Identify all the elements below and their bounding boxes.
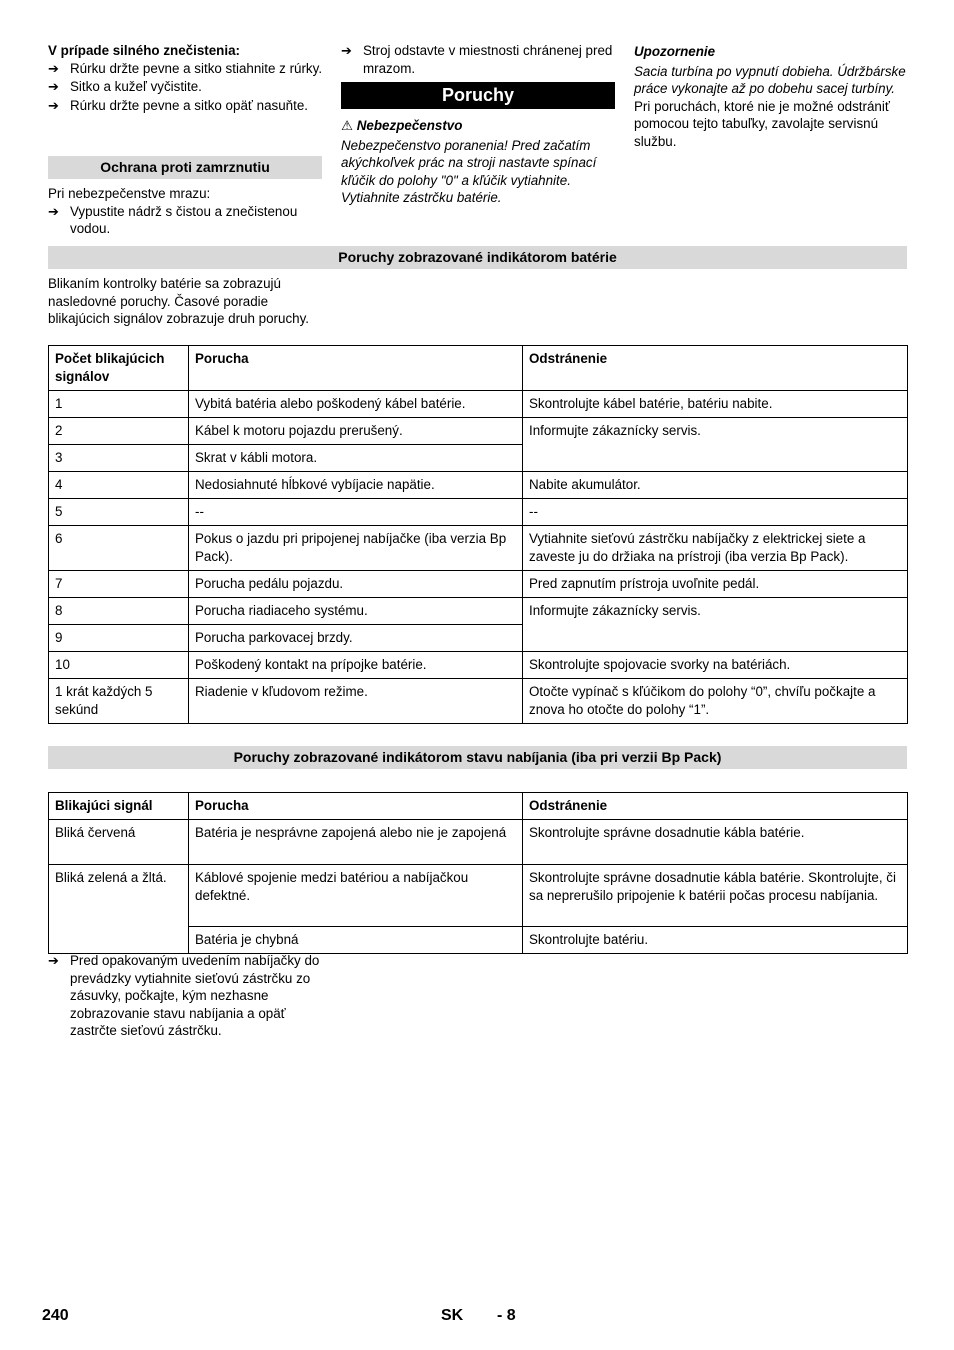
heavy-dirt-heading: V prípade silného znečistenia:	[48, 43, 240, 58]
list-item-text: Rúrku držte pevne a sitko opäť nasuňte.	[70, 97, 309, 113]
battery-faults-bar: Poruchy zobrazované indikátorom batérie	[48, 246, 907, 269]
signal-cell: Bliká červená	[49, 820, 189, 865]
table-row	[49, 499, 908, 526]
remedy-cell: Skontrolujte správne dosadnutie kábla batérie.	[523, 820, 908, 865]
column-header: Porucha	[189, 793, 523, 820]
section-page-number: - 8	[497, 1307, 516, 1324]
signal-count-cell: 4	[49, 472, 189, 499]
fault-cell: Nedosiahnuté hĺbkové vybíjacie napätie.	[189, 472, 523, 499]
remedy-cell: Skontrolujte spojovacie svorky na batériách.	[523, 652, 908, 679]
fault-cell: Káblové spojenie medzi batériou a nabíjačkou defektné.	[189, 865, 523, 927]
notice-text: Sacia turbína po vypnutí dobieha. Údržbárske práce vykonajte až po dobehu sacej turbíny.	[634, 63, 906, 96]
table-row	[49, 526, 908, 571]
signal-count-cell: 6	[49, 526, 189, 571]
arrow-right-icon: ➔	[48, 203, 59, 219]
arrow-right-icon: ➔	[48, 79, 59, 94]
column-header: Odstránenie	[523, 346, 908, 391]
danger-label: Nebezpečenstvo	[356, 118, 463, 133]
arrow-right-icon: ➔	[341, 43, 352, 58]
remedy-cell: Otočte vypínač s kľúčikom do polohy “0”, chvíľu počkajte a znova ho otočte do polohy “1”.	[523, 679, 908, 724]
table-row	[49, 652, 908, 679]
fault-cell: --	[189, 499, 523, 526]
list-item-text: Vypustite nádrž s čistou a znečistenou vodou.	[70, 203, 298, 236]
fault-cell: Riadenie v kľudovom režime.	[189, 679, 523, 724]
column-header: Odstránenie	[523, 793, 908, 820]
fault-cell: Porucha riadiaceho systému.	[189, 598, 523, 625]
table-row	[49, 679, 908, 724]
fault-cell: Skrat v kábli motora.	[189, 445, 523, 472]
section-title-faults: Poruchy	[341, 82, 615, 109]
charge-faults-bar: Poruchy zobrazované indikátorom stavu nabíjania (iba pri verzii Bp Pack)	[48, 746, 907, 769]
frost-intro: Pri nebezpečenstve mrazu:	[48, 186, 211, 201]
list-item	[48, 97, 328, 115]
column-header: Porucha	[189, 346, 523, 391]
column-2	[341, 42, 619, 77]
danger-heading	[341, 117, 619, 135]
list-item-text: Rúrku držte pevne a sitko stiahnite z rúrky.	[70, 60, 323, 76]
table-row	[49, 571, 908, 598]
arrow-right-icon: ➔	[48, 953, 59, 968]
signal-count-cell: 7	[49, 571, 189, 598]
remedy-cell: Skontrolujte správne dosadnutie kábla batérie. Skontrolujte, či sa neprerušilo pripojenie k batérii počas procesu nabíjania.	[523, 865, 908, 927]
fault-cell: Pokus o jazdu pri pripojenej nabíjačke (iba verzia Bp Pack).	[189, 526, 523, 571]
remedy-cell: Skontrolujte kábel batérie, batériu nabite.	[523, 391, 908, 418]
table-row	[49, 472, 908, 499]
signal-count-cell: 3	[49, 445, 189, 472]
notice-label: Upozornenie	[634, 44, 716, 59]
service-text: Pri poruchách, ktoré nie je možné odstrániť pomocou tejto tabuľky, zavolajte servisnú službu.	[634, 98, 890, 149]
battery-fault-table	[48, 345, 908, 724]
table-row	[49, 865, 908, 927]
remedy-cell: Pred zapnutím prístroja uvoľnite pedál.	[523, 571, 908, 598]
danger-text: Nebezpečenstvo poranenia! Pred začatím akýchkoľvek prác na stroji nastavte spínací kľúčik do polohy "0" a kľúčik vytiahnite. Vytiahnite zástrčku batérie.	[341, 137, 597, 205]
list-item-text: Sitko a kužeľ vyčistite.	[70, 79, 202, 94]
signal-count-cell: 10	[49, 652, 189, 679]
list-item-text: Stroj odstavte v miestnosti chránenej pred mrazom.	[363, 43, 613, 76]
warning-triangle-icon: ⚠	[341, 118, 354, 133]
arrow-right-icon: ➔	[48, 60, 59, 76]
charge-fault-table	[48, 792, 908, 954]
remedy-cell: Informujte zákaznícky servis.	[523, 598, 908, 652]
table-header-row	[49, 793, 908, 820]
battery-intro: Blikaním kontrolky batérie sa zobrazujú nasledovné poruchy. Časové poradie blikajúcich signálov zobrazuje druh poruchy.	[48, 276, 310, 326]
table-row	[49, 598, 908, 625]
charger-note	[48, 952, 324, 1040]
table-row	[49, 391, 908, 418]
table-row	[49, 418, 908, 445]
signal-count-cell: 1	[49, 391, 189, 418]
remedy-cell: Skontrolujte batériu.	[523, 927, 908, 954]
signal-count-cell: 2	[49, 418, 189, 445]
fault-cell: Vybitá batéria alebo poškodený kábel batérie.	[189, 391, 523, 418]
page-number: 240	[42, 1307, 69, 1324]
column-header: Blikajúci signál	[49, 793, 189, 820]
fault-cell: Porucha pedálu pojazdu.	[189, 571, 523, 598]
fault-cell: Batéria je chybná	[189, 927, 523, 954]
fault-cell: Porucha parkovacej brzdy.	[189, 625, 523, 652]
column-3	[634, 43, 910, 150]
remedy-cell: --	[523, 499, 908, 526]
danger-block	[341, 117, 619, 207]
list-item	[48, 60, 328, 78]
list-item	[48, 78, 328, 96]
frost-protection-block	[48, 185, 328, 238]
signal-count-cell: 9	[49, 625, 189, 652]
table-row	[49, 820, 908, 865]
column-1	[48, 42, 328, 114]
list-item	[341, 42, 619, 77]
remedy-cell: Vytiahnite sieťovú zástrčku nabíjačky z elektrickej siete a zaveste ju do držiaka na prístroji (iba verzia Bp Pack).	[523, 526, 908, 571]
signal-count-cell: 8	[49, 598, 189, 625]
fault-cell: Kábel k motoru pojazdu prerušený.	[189, 418, 523, 445]
signal-cell: Bliká zelená a žltá.	[49, 865, 189, 954]
column-header: Počet blikajúcich signálov	[49, 346, 189, 391]
remedy-cell: Informujte zákaznícky servis.	[523, 418, 908, 472]
frost-protection-bar: Ochrana proti zamrznutiu	[48, 156, 322, 179]
signal-count-cell: 1 krát každých 5 sekúnd	[49, 679, 189, 724]
remedy-cell: Nabite akumulátor.	[523, 472, 908, 499]
fault-cell: Batéria je nesprávne zapojená alebo nie je zapojená	[189, 820, 523, 865]
fault-cell: Poškodený kontakt na prípojke batérie.	[189, 652, 523, 679]
charger-note-text: Pred opakovaným uvedením nabíjačky do prevádzky vytiahnite sieťovú zástrčku zo zásuvky, počkajte, kým nezhasne zobrazovanie stavu nabíjania a opäť zastrčte sieťovú zástrčku.	[70, 953, 320, 1038]
language-code: SK	[441, 1307, 464, 1324]
arrow-right-icon: ➔	[48, 97, 59, 113]
table-header-row	[49, 346, 908, 391]
signal-count-cell: 5	[49, 499, 189, 526]
list-item	[48, 203, 328, 238]
